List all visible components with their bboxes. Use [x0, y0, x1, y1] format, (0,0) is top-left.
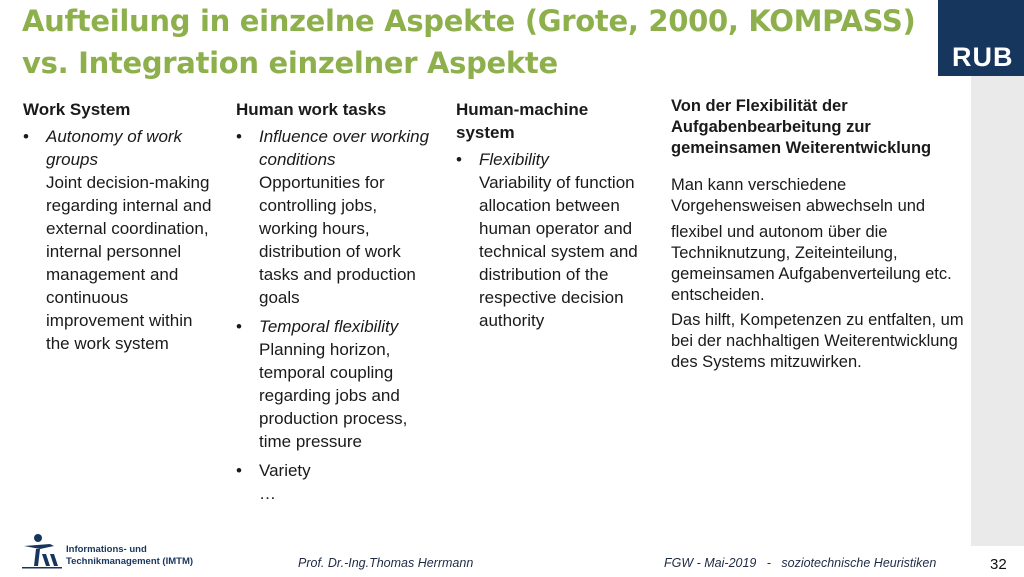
column-flexibility-summary	[671, 96, 967, 373]
side-bar-decoration	[971, 76, 1024, 546]
item-italic-title: Flexibility	[479, 150, 549, 169]
bullet-icon: •	[23, 127, 29, 146]
list-item	[236, 315, 432, 453]
title-line-2: vs. Integration einzelner Aspekte	[22, 46, 558, 80]
list-item	[236, 125, 432, 309]
imtm-logo	[20, 532, 200, 572]
column-heading: Work System	[23, 100, 131, 119]
list-item	[236, 459, 432, 505]
rub-logo-text: RUB	[952, 42, 1014, 72]
item-text: Variety	[259, 461, 311, 480]
paragraph: flexibel und autonom über die Techniknutzung, Zeiteinteilung, gemeinsamen Aufgabenverteilung etc. entscheiden.	[671, 223, 952, 304]
column-heading: Von der Flexibilität der Aufgabenbearbeitung zur gemeinsamen Weiterentwicklung	[671, 97, 932, 157]
item-text: Variability of function allocation between human operator and technical system and distribution of the respective decision authority	[479, 173, 638, 330]
footer-author: Prof. Dr.-Ing.Thomas Herrmann	[298, 556, 474, 570]
bullet-icon: •	[236, 127, 242, 146]
bullet-list	[236, 125, 432, 505]
imtm-figure-icon	[20, 532, 64, 572]
institute-line-1: Informations- und	[66, 544, 147, 555]
title-line-1: Aufteilung in einzelne Aspekte (Grote, 2000, KOMPASS)	[22, 4, 916, 38]
bullet-icon: •	[456, 150, 462, 169]
page-number: 32	[990, 556, 1007, 573]
bullet-icon: •	[236, 461, 242, 480]
column-work-system	[23, 98, 213, 361]
footer-event: FGW - Mai-2019 - soziotechnische Heuristiken	[664, 556, 937, 570]
item-text: Planning horizon, temporal coupling regarding jobs and production process, time pressure	[259, 340, 408, 451]
list-item	[456, 148, 646, 332]
paragraph: Man kann verschiedene Vorgehensweisen abwechseln und	[671, 176, 926, 215]
rub-logo	[938, 0, 1024, 76]
bullet-icon: •	[236, 317, 242, 336]
item-italic-title: Temporal flexibility	[259, 317, 399, 336]
bullet-list	[23, 125, 213, 355]
institute-name	[66, 544, 193, 568]
bullet-list	[456, 148, 646, 332]
paragraph: Das hilft, Kompetenzen zu entfalten, um bei der nachhaltigen Weiterentwicklung des Systems mitzuwirken.	[671, 311, 964, 371]
column-heading: Human work tasks	[236, 100, 387, 119]
slide-title	[22, 0, 932, 84]
item-text: Joint decision-making regarding internal and external coordination, internal personnel management and continuous improvement within the work system	[46, 173, 212, 353]
column-heading: Human-machine system	[456, 100, 589, 142]
item-text: Opportunities for controlling jobs, working hours, distribution of work tasks and production goals	[259, 173, 416, 307]
item-italic-title: Autonomy of work groups	[46, 127, 183, 169]
item-italic-title: Influence over working conditions	[259, 127, 430, 169]
column-human-work-tasks	[236, 98, 432, 505]
list-item	[23, 125, 213, 355]
ellipsis: …	[259, 484, 276, 503]
column-human-machine-system	[456, 98, 646, 338]
institute-line-2: Technikmanagement (IMTM)	[66, 556, 194, 567]
